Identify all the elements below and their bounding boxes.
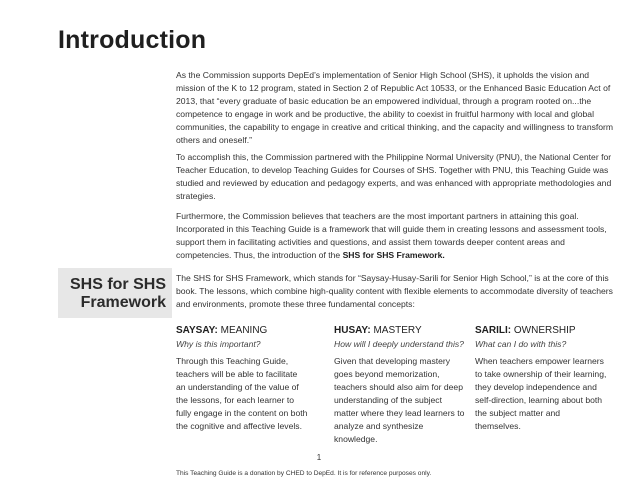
concept-body: When teachers empower learners to take ownership of their learning, they develop independence and self-direction, learning about both the subject matter and themselves. [475,356,607,431]
section-label [70,276,166,312]
concept-heading [475,324,607,337]
paragraph-text: As the Commission supports DepEd’s implementation of Senior High School (SHS), it upholds the vision and mission of the K to 12 program, stated in Section 2 of Republic Act 10533, or the Enhanced Basic Education Act of 2013, that “every graduate of basic education be an empowered individual, through a program rooted on...the competence to engage in work and be productive, the ability to coexist in fruitful harmony with local and global communities, the capability to engage in creative and critical thinking, and the capacity and willingness to transform others and oneself.” [176,70,614,145]
paragraph-text-main: Furthermore, the Commission believes that teachers are the most important partners in attaining this goal. Incorporated in this Teaching Guide is a framework that will guide them in creating lessons and assessment tools, support them in facilitating activities and questions, and assist them towards deeper content areas and competencies. Thus, the introduction of the [176,211,607,260]
concept-question: Why is this important? [176,339,261,349]
paragraph-text: To accomplish this, the Commission partnered with the Philippine Normal University (PNU), the National Center for Teacher Education, to develop Teaching Guides for Courses of SHS. Together with PNU, this Teaching Guide was studied and reviewed by education and pedagogy experts, and was enhanced with appropriate methodologies and strategies. [176,152,612,201]
section-label-line-1: SHS for SHS [69,276,166,293]
page-title: Introduction [58,26,207,54]
framework-emphasis: SHS for SHS Framework. [342,250,445,260]
intro-paragraph-1 [176,69,616,147]
concept-meaning: MASTERY [370,325,422,336]
concept-term: SAYSAY: [176,325,218,336]
concept-husay [334,324,466,446]
concept-body: Through this Teaching Guide, teachers will be able to facilitate an understanding of the value of the lessons, for each learner to fully engage in the content on both the cognitive and affective levels. [176,356,308,431]
framework-paragraph [176,272,616,311]
concept-sarili [475,324,607,433]
paragraph-text [176,210,616,262]
concept-heading [176,324,308,337]
concept-meaning: OWNERSHIP [511,325,576,336]
paragraph-text: The SHS for SHS Framework, which stands for “Saysay-Husay-Sarili for Senior High School,” is at the core of this book. The lessons, which combine high-quality content with flexible elements to accommodate diversity of teachers and environments, promote these three fundamental concepts: [176,273,613,309]
concept-meaning: MEANING [217,325,268,336]
footer-note: This Teaching Guide is a donation by CHED to DepEd. It is for reference purposes only. [176,470,432,477]
intro-paragraph-3 [176,210,616,262]
concept-heading [334,324,466,337]
concept-term: SARILI: [475,325,512,336]
concept-question: How will I deeply understand this? [334,339,464,349]
concept-question: What can I do with this? [475,339,567,349]
concept-term: HUSAY: [334,325,371,336]
page-number: 1 [316,453,322,462]
section-label-line-2: Framework [80,294,166,311]
intro-paragraph-2 [176,151,616,203]
concept-saysay [176,324,308,433]
concept-body: Given that developing mastery goes beyond memorization, teachers should also aim for deep understanding of the subject matter where they lead learners to analyze and synthesize knowledge. [334,356,465,444]
section-label-box [58,268,172,318]
